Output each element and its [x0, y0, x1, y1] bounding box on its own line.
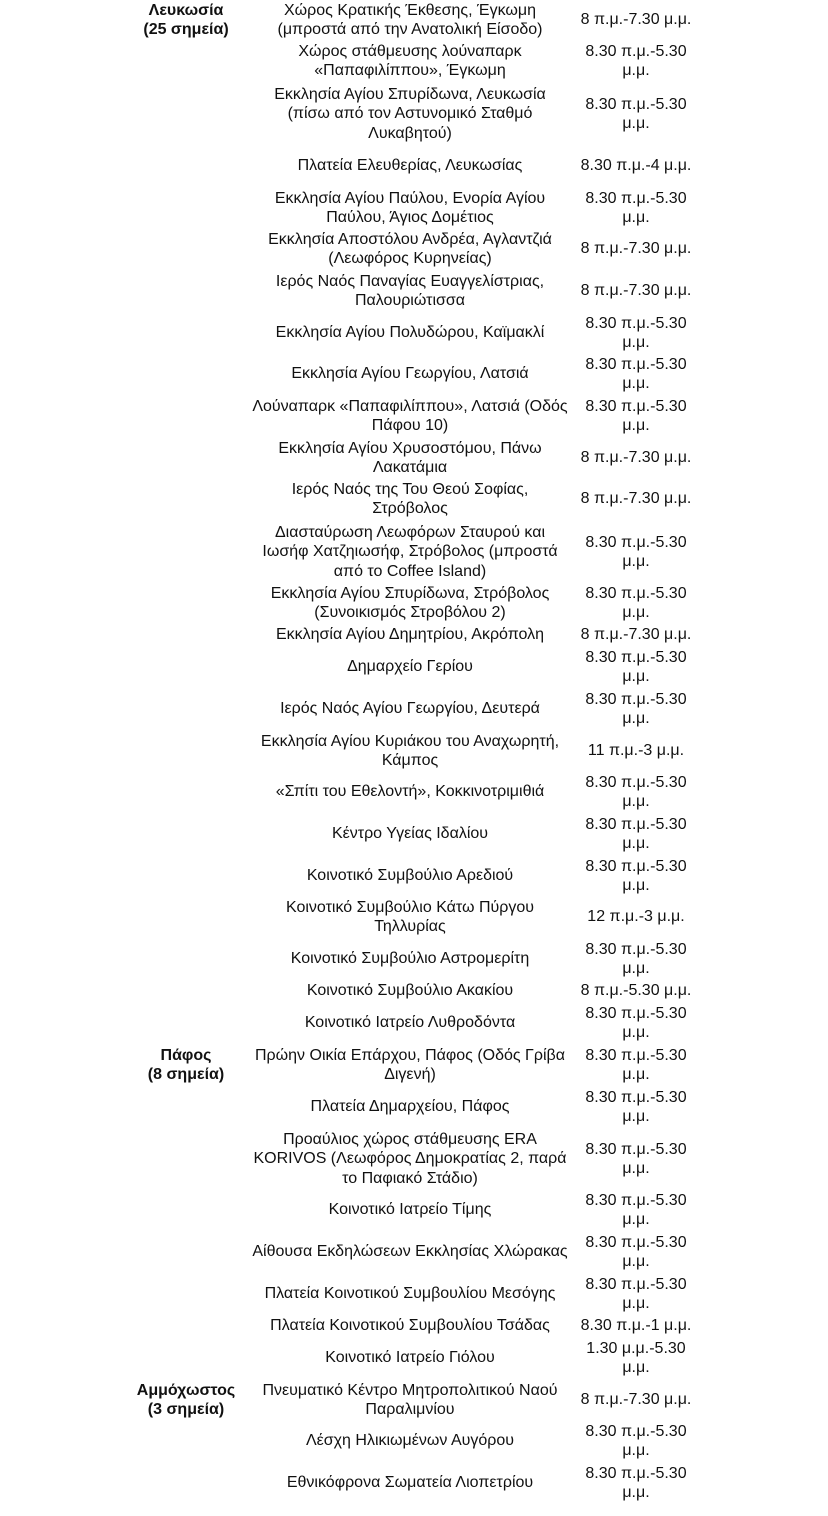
hours-cell: 8.30 π.μ.-5.30 μ.μ.	[585, 1422, 687, 1459]
place-cell: Εκκλησία Αγίου Παύλου, Ενορία Αγίου Παύλου, Άγιος Δομέτιος	[274, 189, 546, 226]
place-cell: Δημαρχείο Γερίου	[347, 658, 473, 676]
hours-cell: 8 π.μ.-5.30 μ.μ.	[580, 982, 692, 1000]
table-row	[0, 897, 828, 937]
place-cell: Κοινοτικό Ιατρείο Γιόλου	[325, 1349, 495, 1367]
place-cell: Αίθουσα Εκδηλώσεων Εκκλησίας Χλώρακας	[252, 1243, 568, 1261]
hours-cell: 8.30 π.μ.-5.30 μ.μ.	[585, 773, 687, 810]
table-row	[0, 625, 828, 645]
hours-cell: 8.30 π.μ.-5.30 μ.μ.	[585, 42, 687, 79]
hours-cell: 8.30 π.μ.-5.30 μ.μ.	[585, 1191, 687, 1228]
hours-cell: 12 π.μ.-3 μ.μ.	[587, 908, 685, 926]
hours-cell: 8.30 π.μ.-5.30 μ.μ.	[585, 95, 687, 132]
district-cell-paphos	[120, 1045, 252, 1085]
hours-cell: 8.30 π.μ.-5.30 μ.μ.	[585, 1004, 687, 1041]
table-row	[0, 354, 828, 394]
table-row	[0, 814, 828, 854]
district-count: (8 σημεία)	[147, 1066, 225, 1083]
place-cell: Ιερός Ναός Παναγίας Ευαγγελίστριας, Παλουριώτισσα	[275, 272, 545, 309]
hours-cell: 8.30 π.μ.-5.30 μ.μ.	[585, 1140, 687, 1177]
hours-cell: 8.30 π.μ.-5.30 μ.μ.	[585, 857, 687, 894]
place-cell: Πρώην Οικία Επάρχου, Πάφος (Οδός Γρίβα Διγενή)	[255, 1046, 565, 1083]
place-cell: Εκκλησία Αγίου Χρυσοστόμου, Πάνω Λακατάμια	[278, 439, 542, 476]
place-cell: Διασταύρωση Λεωφόρων Σταυρού και Ιωσήφ Χατζηιωσήφ, Στρόβολος (μπροστά από το Coffee Island)	[262, 523, 558, 580]
place-cell: Εκκλησία Αγίου Σπυρίδωνα, Λευκωσία (πίσω από τον Αστυνομικό Σταθμό Λυκαβητού)	[274, 85, 546, 142]
place-cell: Ιερός Ναός της Του Θεού Σοφίας, Στρόβολος	[291, 480, 529, 517]
district-name: Πάφος	[160, 1046, 212, 1064]
table-row	[0, 1380, 828, 1420]
hours-cell: 8.30 π.μ.-5.30 μ.μ.	[585, 1464, 687, 1501]
district-name: Αμμόχωστος	[136, 1381, 236, 1399]
place-cell: Εκκλησία Αγίου Κυριάκου του Αναχωρητή, Κάμπος	[260, 732, 560, 769]
hours-cell: 8.30 π.μ.-5.30 μ.μ.	[585, 1275, 687, 1312]
place-cell: Κοινοτικό Συμβούλιο Αστρομερίτη	[290, 950, 530, 968]
table-row	[0, 981, 828, 1001]
table-row	[0, 396, 828, 436]
hours-cell: 8.30 π.μ.-5.30 μ.μ.	[585, 397, 687, 434]
table-row	[0, 521, 828, 583]
district-cell-famagusta	[120, 1380, 252, 1420]
table-row	[0, 438, 828, 478]
table-row	[0, 856, 828, 896]
table-row	[0, 229, 828, 269]
place-cell: Χώρος Κρατικής Έκθεσης, Έγκωμη (μπροστά από την Ανατολική Είσοδο)	[277, 1, 543, 38]
table-row	[0, 583, 828, 623]
hours-cell: 8 π.μ.-7.30 μ.μ.	[580, 282, 692, 300]
table-row	[0, 41, 828, 81]
hours-cell: 8.30 π.μ.-5.30 μ.μ.	[585, 314, 687, 351]
table-row	[0, 1316, 828, 1336]
hours-cell: 8 π.μ.-7.30 μ.μ.	[580, 490, 692, 508]
table-row	[0, 1003, 828, 1043]
place-cell: Κοινοτικό Ιατρείο Λυθροδόντα	[304, 1014, 516, 1032]
hours-cell: 8.30 π.μ.-5.30 μ.μ.	[585, 648, 687, 685]
hours-cell: 8 π.μ.-7.30 μ.μ.	[580, 1391, 692, 1409]
place-cell: Πλατεία Ελευθερίας, Λευκωσίας	[297, 157, 523, 175]
place-cell: Εκκλησία Αποστόλου Ανδρέα, Αγλαντζιά (Λεωφόρος Κυρηνείας)	[268, 230, 552, 267]
place-cell: Εκκλησία Αγίου Σπυρίδωνα, Στρόβολος (Συνοικισμός Στροβόλου 2)	[270, 584, 550, 621]
hours-cell: 8.30 π.μ.-5.30 μ.μ.	[585, 533, 687, 570]
table-row	[0, 731, 828, 771]
hours-cell: 8 π.μ.-7.30 μ.μ.	[580, 449, 692, 467]
table-row	[0, 83, 828, 145]
place-cell: Πλατεία Κοινοτικού Συμβουλίου Μεσόγης	[264, 1285, 556, 1303]
table-row	[0, 1087, 828, 1127]
table-row	[0, 1274, 828, 1314]
table-row	[0, 1190, 828, 1230]
place-cell: Εκκλησία Αγίου Δημητρίου, Ακρόπολη	[275, 626, 545, 644]
table-row	[0, 1045, 828, 1085]
place-cell: Εκκλησία Αγίου Γεωργίου, Λατσιά	[291, 365, 529, 383]
table-row	[0, 689, 828, 729]
place-cell: Λούναπαρκ «Παπαφιλίππου», Λατσιά (Οδός Πάφου 10)	[252, 397, 568, 434]
place-cell: Πλατεία Δημαρχείου, Πάφος	[310, 1098, 510, 1116]
table-row	[0, 1338, 828, 1378]
table-row	[0, 146, 828, 186]
hours-cell: 8.30 π.μ.-1 μ.μ.	[580, 1317, 692, 1335]
table-row	[0, 1463, 828, 1503]
table-row	[0, 772, 828, 812]
place-cell: Κοινοτικό Συμβούλιο Κάτω Πύργου Τηλλυρίας	[285, 898, 535, 935]
hours-cell: 8.30 π.μ.-5.30 μ.μ.	[585, 1233, 687, 1270]
place-cell: Εκκλησία Αγίου Πολυδώρου, Καϊμακλί	[275, 324, 545, 342]
hours-cell: 8.30 π.μ.-4 μ.μ.	[580, 157, 692, 175]
hours-cell: 8.30 π.μ.-5.30 μ.μ.	[585, 815, 687, 852]
place-cell: Κοινοτικό Ιατρείο Τίμης	[328, 1201, 492, 1219]
hours-cell: 8 π.μ.-7.30 μ.μ.	[580, 11, 692, 29]
table-row	[0, 1232, 828, 1272]
place-cell: Κέντρο Υγείας Ιδαλίου	[331, 825, 489, 843]
table-row	[0, 479, 828, 519]
hours-cell: 8.30 π.μ.-5.30 μ.μ.	[585, 584, 687, 621]
district-count: (3 σημεία)	[147, 1401, 225, 1418]
place-cell: Κοινοτικό Συμβούλιο Ακακίου	[306, 982, 514, 1000]
district-name: Λευκωσία	[148, 1, 224, 19]
table-row	[0, 188, 828, 228]
hours-cell: 8.30 π.μ.-5.30 μ.μ.	[585, 1088, 687, 1125]
place-cell: Κοινοτικό Συμβούλιο Αρεδιού	[306, 867, 514, 885]
place-cell: Χώρος στάθμευσης λούναπαρκ «Παπαφιλίππου», Έγκωμη	[298, 42, 522, 79]
hours-cell: 1.30 μ.μ.-5.30 μ.μ.	[586, 1339, 686, 1376]
place-cell: Εθνικόφρονα Σωματεία Λιοπετρίου	[286, 1474, 534, 1492]
hours-cell: 8 π.μ.-7.30 μ.μ.	[580, 626, 692, 644]
table-row	[0, 1128, 828, 1190]
district-count: (25 σημεία)	[143, 21, 229, 38]
table-row	[0, 939, 828, 979]
place-cell: Ιερός Ναός Αγίου Γεωργίου, Δευτερά	[280, 700, 540, 718]
district-cell-nicosia	[120, 0, 252, 40]
hours-cell: 8.30 π.μ.-5.30 μ.μ.	[585, 189, 687, 226]
table-row	[0, 647, 828, 687]
hours-cell: 11 π.μ.-3 μ.μ.	[587, 742, 685, 760]
hours-cell: 8.30 π.μ.-5.30 μ.μ.	[585, 940, 687, 977]
hours-cell: 8.30 π.μ.-5.30 μ.μ.	[585, 690, 687, 727]
table-row	[0, 271, 828, 311]
place-cell: Λέσχη Ηλικιωμένων Αυγόρου	[305, 1432, 515, 1450]
place-cell: Προαύλιος χώρος στάθμευσης ERA KORIVOS (Λεωφόρος Δημοκρατίας 2, παρά το Παφιακό Στάδιο)	[253, 1130, 567, 1187]
table-row	[0, 313, 828, 353]
place-cell: «Σπίτι του Εθελοντή», Κοκκινοτριμιθιά	[275, 783, 545, 801]
hours-cell: 8 π.μ.-7.30 μ.μ.	[580, 240, 692, 258]
hours-cell: 8.30 π.μ.-5.30 μ.μ.	[585, 355, 687, 392]
table-row	[0, 1421, 828, 1461]
place-cell: Πλατεία Κοινοτικού Συμβουλίου Τσάδας	[270, 1317, 550, 1335]
place-cell: Πνευματικό Κέντρο Μητροπολιτικού Ναού Παραλιμνίου	[262, 1381, 558, 1418]
table-row	[0, 0, 828, 40]
hours-cell: 8.30 π.μ.-5.30 μ.μ.	[585, 1046, 687, 1083]
